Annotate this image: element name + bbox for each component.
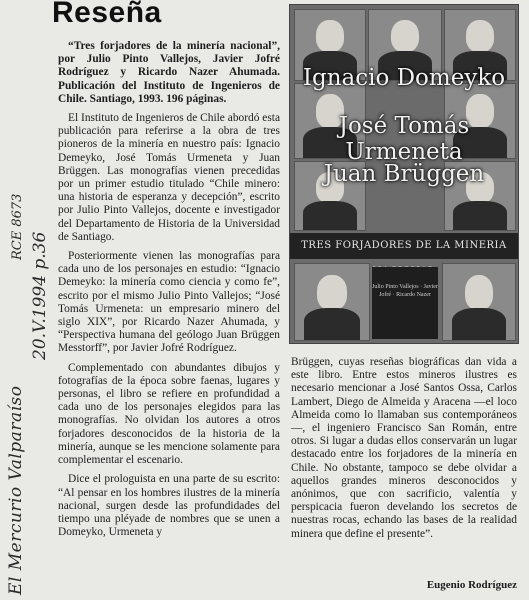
paragraph-4: Dice el prologuista en una parte de su escrito: “Al pensar en los hombres ilustres de la minería nacional, surgen desde las profundidades del tiempo una pléyade de nombres que se unen a Domeyko, Urmeneta y (58, 473, 280, 539)
handwritten-date (30, 232, 50, 360)
left-column (58, 40, 280, 545)
paragraph-3: Complementado con abundantes dibujos y fotografías de la época sobre faenas, lugares y personas, el libro se refiere en profundidad a cada uno de los personajes elegidos para las monografías. No olvidan los autores a otros forjadores desconocidos de la historia de la minería, aunque se les mencione solamente para complementar el escenario. (58, 361, 280, 467)
overlay-name-2: José Tomás Urmeneta (338, 113, 470, 165)
bibliography: “Tres forjadores de la minería nacional”, por Julio Pinto Vallejos, Javier Jofré Rodríguez y Ricardo Nazer Ahumada. Publicación del Instituto de Ingenieros de Chile. Santiago, 1993. 196 páginas. (58, 40, 280, 105)
article-title: Reseña (52, 0, 162, 29)
handwritten-page: p.36 (30, 231, 50, 270)
book-cover-text: Julio Pinto Vallejos · Javier Jofré · Ricardo Nazer (372, 284, 438, 298)
portrait-photo (442, 263, 516, 341)
right-column (291, 356, 517, 541)
author-signature: Eugenio Rodríguez (426, 579, 517, 591)
paragraph-2: Posteriormente vienen las monografías para cada uno de los personajes en estudio: “Ignacio Demeyko: la minería como ciencia y como fe”, escrito por el mismo Julio Pinto Vallejos; “José Tomás Urmeneta: un empresario minero del siglo XIX”, por Ricardo Nazer Ahumada, y “Perspectiva humana del geólogo Juan Brüggen Messtorff”, por Javier Jofré Rodríguez. (58, 250, 280, 355)
handwritten-source: El Mercurio Valparaíso (6, 385, 26, 595)
paragraph-1: El Instituto de Ingenieros de Chile abordó esta publicación para referirse a la obra de tres pioneros de la minería en nuestro país: Ignacio Demeyko, José Tomás Urmeneta y Juan Brüggen. Las monografías vienen precedidas por un primer estudio titulado “Chile minero: una historia de esperanza y decepción”, escrito por Julio Pinto Vallejos, docente e investigador del Departamento de Historia de la Universidad de Santiago. (58, 112, 280, 243)
book-cover (372, 267, 438, 339)
overlay-name-3: Juan Brüggen (323, 161, 485, 187)
handwritten-ref: RCE 8673 (10, 193, 25, 260)
handwritten-date-value: 20.V.1994 (30, 274, 50, 360)
cover-banner: TRES FORJADORES DE LA MINERIA (290, 233, 518, 259)
portrait-photo (294, 263, 370, 341)
overlay-name-1: Ignacio Domeyko (302, 65, 506, 91)
paragraph-5: Brüggen, cuyas reseñas biográficas dan vida a este libro. Entre estos mineros ilustres es necesario mencionar a José Santos Ossa, Carlos Lambert, Diego de Almeida y Aracena —el loco Almeida como lo llamaban sus contemporáneos—, el ingeniero Francisco San Román, entre otros. Si lugar a dudas ellos conservarán un lugar destacado entre los forjadores de la minería en Chile. No obstante, tampoco se debe olvidar a aquellos grandes mineros desconocidos y anónimos, que con sacrificio, valentía y perspicacia fueron develando los secretos de nuestras rocas, echando las bases de la realidad minera que define el presente”. (291, 356, 517, 540)
handwritten-margin-note (2, 60, 58, 600)
book-cover-photo (289, 4, 519, 344)
